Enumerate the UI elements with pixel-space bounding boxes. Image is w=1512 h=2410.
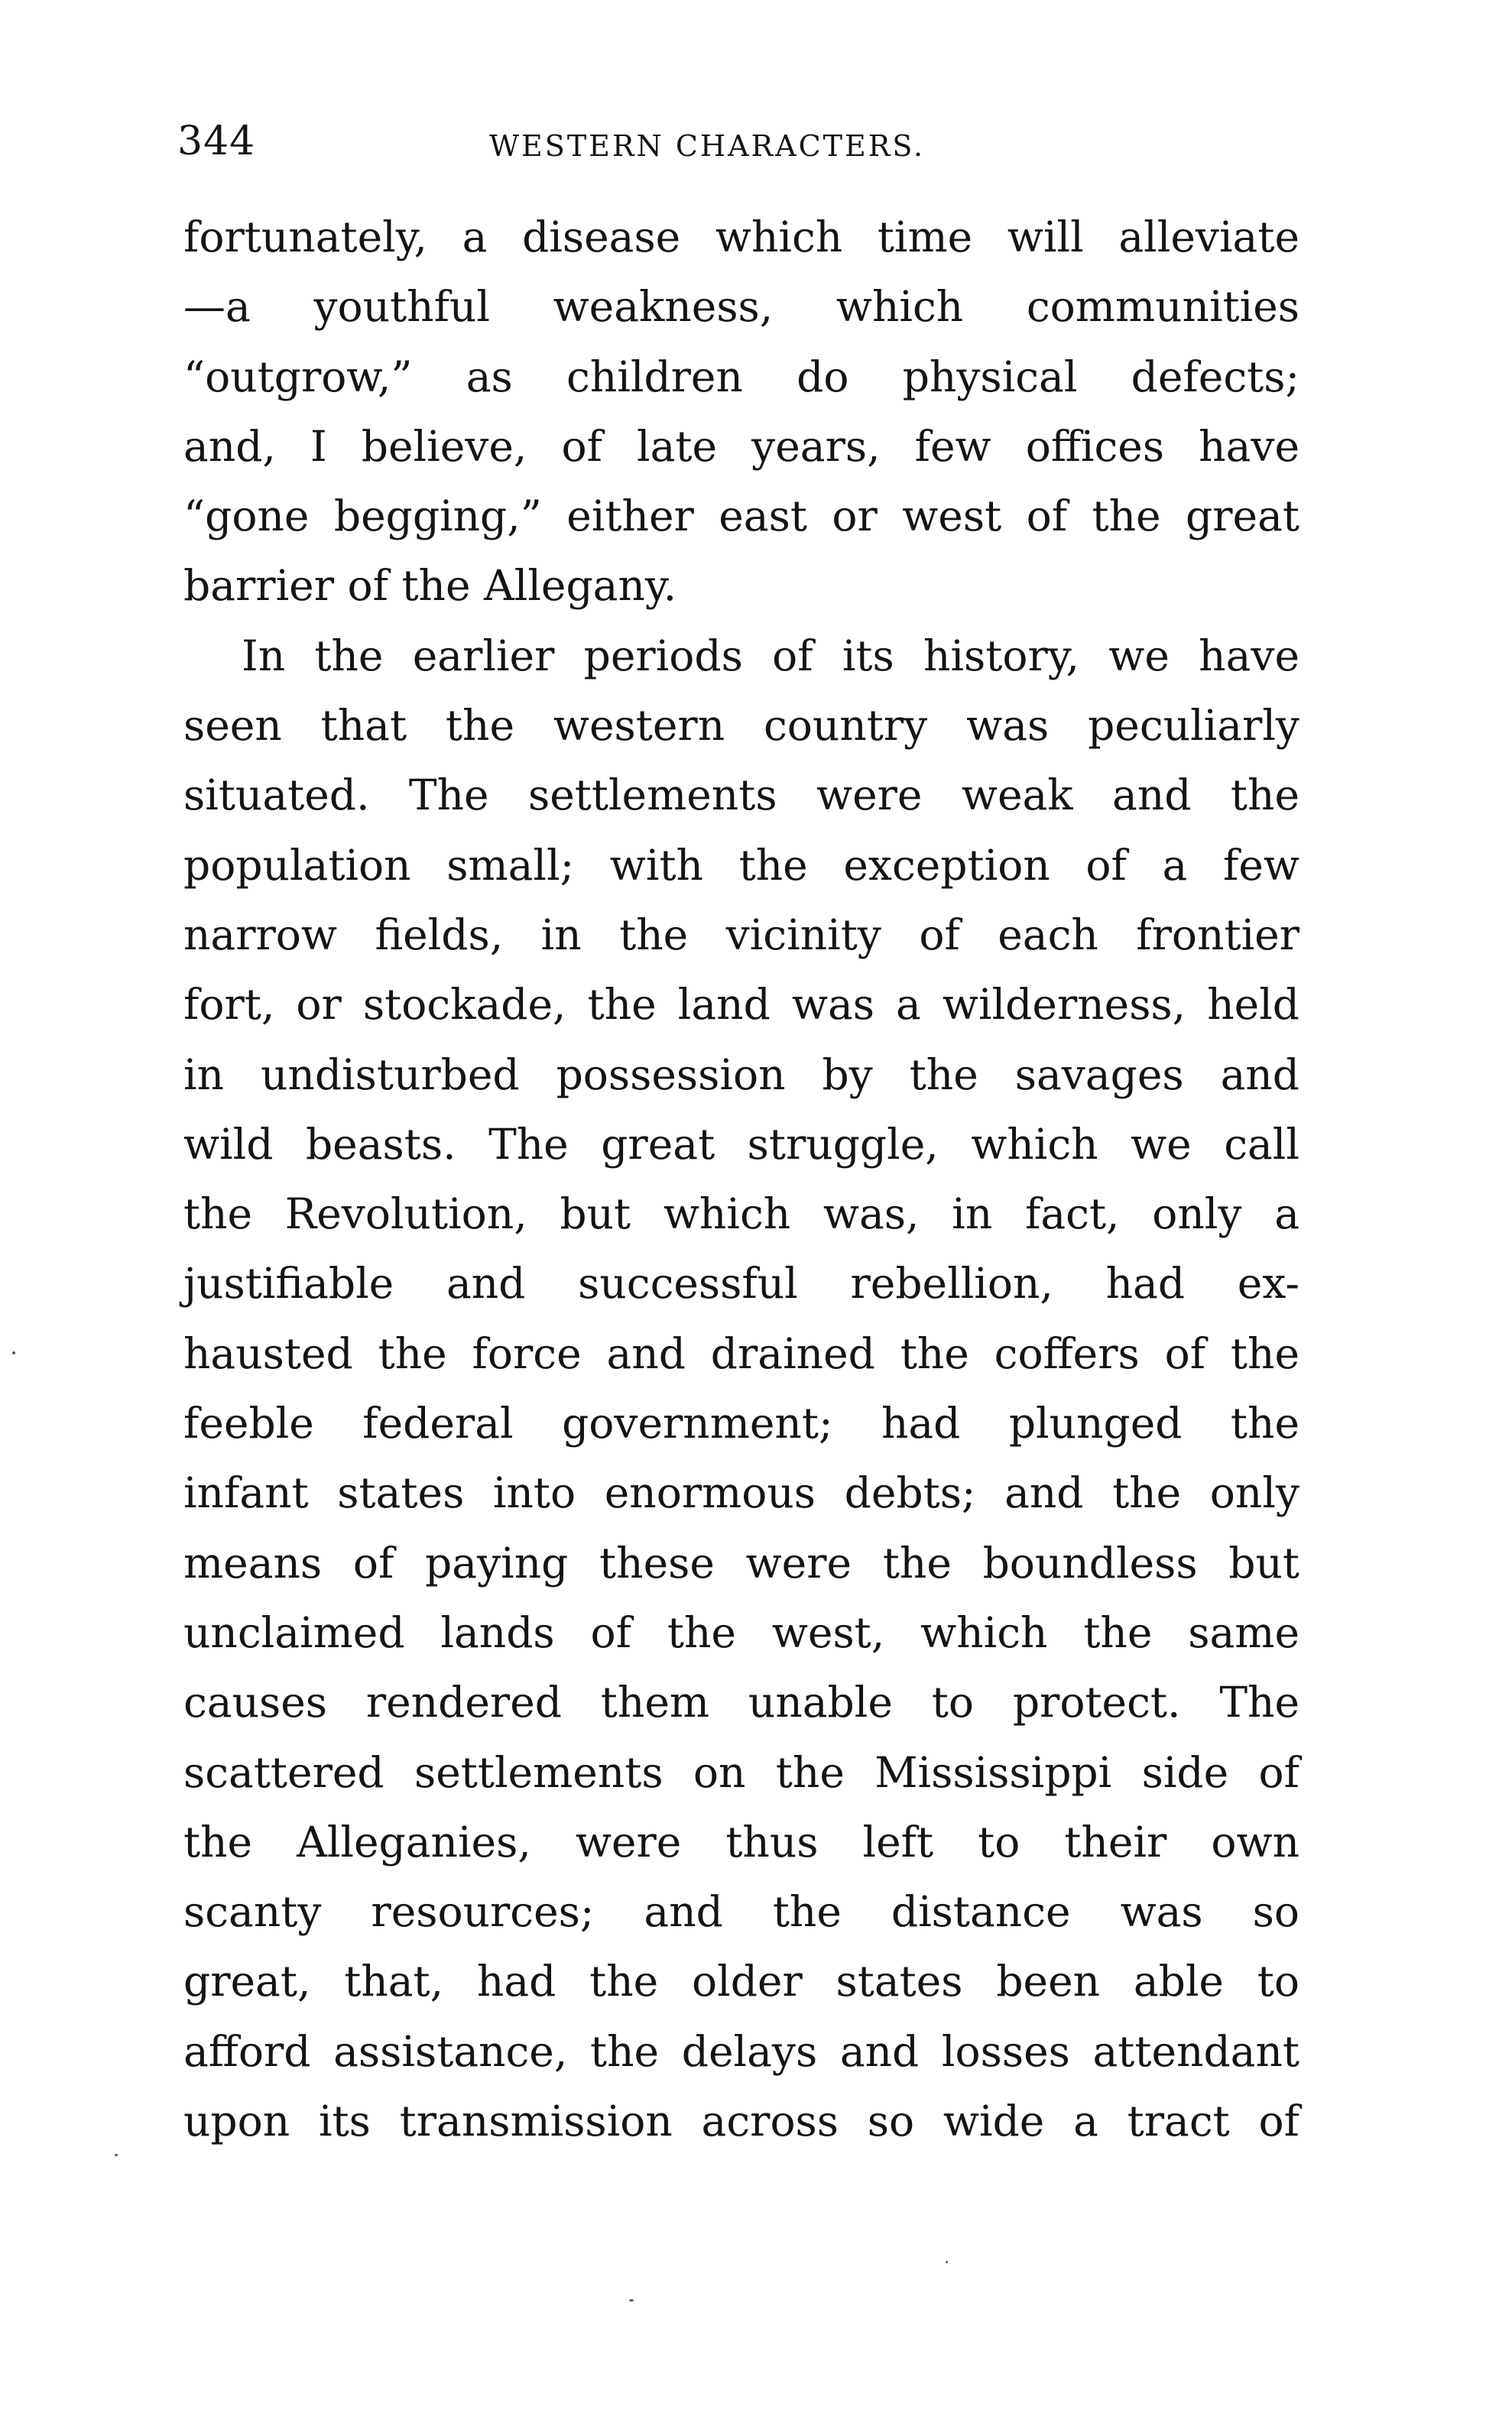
text-line: hausted the force and drained the coffers of the	[183, 1328, 1299, 1378]
text-line: unclaimed lands of the west, which the same	[183, 1607, 1299, 1657]
text-line: in undisturbed possession by the savages and	[183, 1049, 1299, 1099]
body-text	[183, 203, 1299, 2156]
text-line: barrier of the Allegany.	[183, 561, 677, 611]
running-head	[177, 111, 1301, 172]
text-line: means of paying these were the boundless but	[183, 1538, 1299, 1588]
text-line: —a youthful weakness, which communities	[183, 282, 1299, 332]
text-line: the Revolution, but which was, in fact, only a	[183, 1189, 1299, 1239]
text-line: scattered settlements on the Mississippi side of	[183, 1747, 1299, 1797]
text-line: the Alleganies, were thus left to their own	[183, 1817, 1299, 1867]
text-line: “gone begging,” either east or west of the great	[183, 491, 1299, 541]
page-number: 344	[177, 118, 256, 164]
text-line: In the earlier periods of its history, we have	[242, 631, 1299, 680]
ink-speck	[946, 2261, 948, 2263]
text-line: scanty resources; and the distance was so	[183, 1887, 1299, 1937]
text-line: population small; with the exception of a few	[183, 840, 1299, 890]
text-line: upon its transmission across so wide a tract of	[183, 2097, 1299, 2146]
running-title: WESTERN CHARACTERS.	[489, 129, 926, 163]
text-line: fortunately, a disease which time will alleviate	[183, 212, 1299, 261]
text-line: fort, or stockade, the land was a wilderness, held	[183, 980, 1299, 1030]
text-line: seen that the western country was peculiarly	[183, 701, 1299, 751]
text-line: causes rendered them unable to protect. The	[183, 1678, 1299, 1727]
text-line: situated. The settlements were weak and the	[183, 770, 1299, 820]
text-line: and, I believe, of late years, few offices have	[183, 421, 1299, 471]
text-line: feeble federal government; had plunged the	[183, 1399, 1299, 1448]
text-line: afford assistance, the delays and losses attendant	[183, 2026, 1299, 2076]
ink-speck	[629, 2299, 634, 2301]
text-line: “outgrow,” as children do physical defects;	[183, 352, 1299, 401]
text-line: wild beasts. The great struggle, which we call	[183, 1119, 1299, 1169]
text-line: justifiable and successful rebellion, had ex-	[183, 1259, 1299, 1309]
text-line: narrow fields, in the vicinity of each frontier	[183, 910, 1299, 959]
ink-speck	[12, 1351, 15, 1354]
text-line: great, that, had the older states been able to	[183, 1957, 1299, 2006]
text-line: infant states into enormous debts; and the only	[183, 1468, 1299, 1518]
ink-speck	[115, 2154, 118, 2156]
